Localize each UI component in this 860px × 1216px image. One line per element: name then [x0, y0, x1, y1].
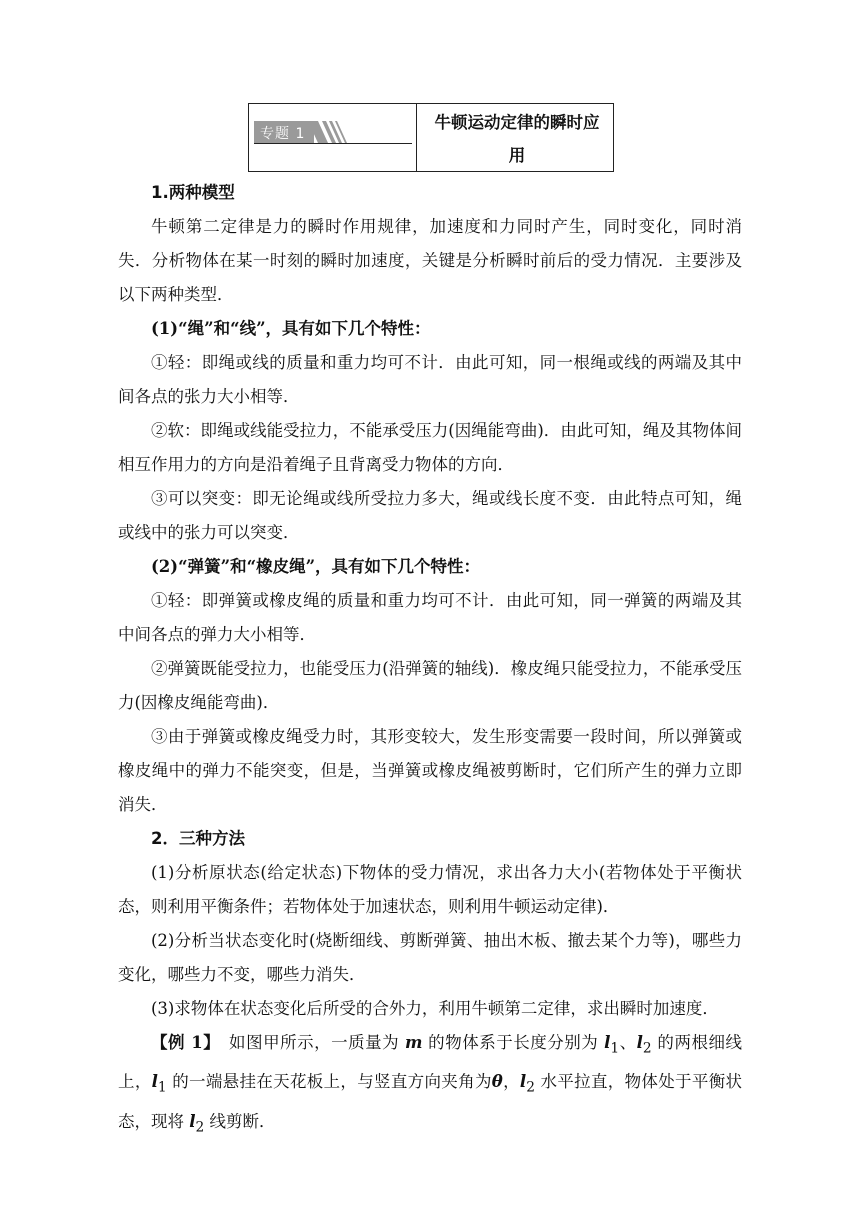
paragraph-spring-force: ②弹簧既能受拉力，也能受压力(沿弹簧的轴线)．橡皮绳只能受拉力，不能承受压力(因橡皮绳能弯曲)．	[118, 659, 742, 712]
example-paragraph: 【例 1】 如图甲所示，一质量为 m 的物体系于长度分别为 $l_1$、$l_2$ 的两根细线上，$l_1$ 的一端悬挂在天花板上，与竖直方向夹角为θ，$l_2$ 水平拉直，物体处于平衡状态，现将 $l_2$ 线剪断．	[118, 1033, 743, 1135]
subheading-rope: (1)“绳”和“线”，具有如下几个特性：	[151, 319, 431, 338]
paragraph-rope-sudden: ③可以突变：即无论绳或线所受拉力多大，绳或线长度不变．由此特点可知，绳或线中的张力可以突变．	[118, 489, 742, 542]
section-heading-models: 1.两种模型	[151, 183, 235, 202]
paragraph-rope-light: ①轻：即绳或线的质量和重力均可不计．由此可知，同一根绳或线的两端及其中间各点的张力大小相等．	[118, 353, 742, 406]
document-body	[118, 176, 742, 1144]
subheading-spring: (2)“弹簧”和“橡皮绳”，具有如下几个特性：	[151, 557, 481, 576]
topic-badge-cell	[249, 104, 417, 171]
example-label: 【例 1】	[151, 1033, 213, 1052]
paragraph-spring-light: ①轻：即弹簧或橡皮绳的质量和重力均可不计．由此可知，同一弹簧的两端及其中间各点的弹力大小相等．	[118, 591, 742, 644]
topic-title-cell	[417, 104, 613, 171]
badge-stripes-icon	[308, 121, 364, 143]
paragraph-method-1: (1)分析原状态(给定状态)下物体的受力情况，求出各力大小(若物体处于平衡状态，则利用平衡条件；若物体处于加速状态，则利用牛顿运动定律)．	[118, 863, 742, 916]
section-heading-methods: 2．三种方法	[151, 829, 245, 848]
paragraph-intro: 牛顿第二定律是力的瞬时作用规律，加速度和力同时产生，同时变化，同时消失．分析物体在某一时刻的瞬时加速度，关键是分析瞬时前后的受力情况．主要涉及以下两种类型．	[118, 217, 742, 304]
paragraph-method-3: (3)求物体在状态变化后所受的合外力，利用牛顿第二定律，求出瞬时加速度．	[151, 999, 719, 1018]
theta-symbol: θ	[491, 1072, 503, 1092]
topic-title: 牛顿运动定律的瞬时应用	[434, 113, 600, 165]
topic-badge-label: 专题 1	[260, 126, 306, 142]
paragraph-spring-change: ③由于弹簧或橡皮绳受力时，其形变较大，发生形变需要一段时间，所以弹簧或橡皮绳中的弹力不能突变，但是，当弹簧或橡皮绳被剪断时，它们所产生的弹力立即消失．	[118, 727, 742, 814]
mass-symbol: m	[404, 1033, 423, 1052]
topic-title-box	[248, 103, 614, 172]
topic-badge	[254, 121, 360, 143]
paragraph-method-2: (2)分析当状态变化时(烧断细线、剪断弹簧、抽出木板、撤去某个力等)，哪些力变化，哪些力不变，哪些力消失．	[118, 931, 742, 984]
paragraph-rope-soft: ②软：即绳或线能受拉力，不能承受压力(因绳能弯曲)．由此可知，绳及其物体间相互作用力的方向是沿着绳子且背离受力物体的方向．	[118, 421, 742, 474]
